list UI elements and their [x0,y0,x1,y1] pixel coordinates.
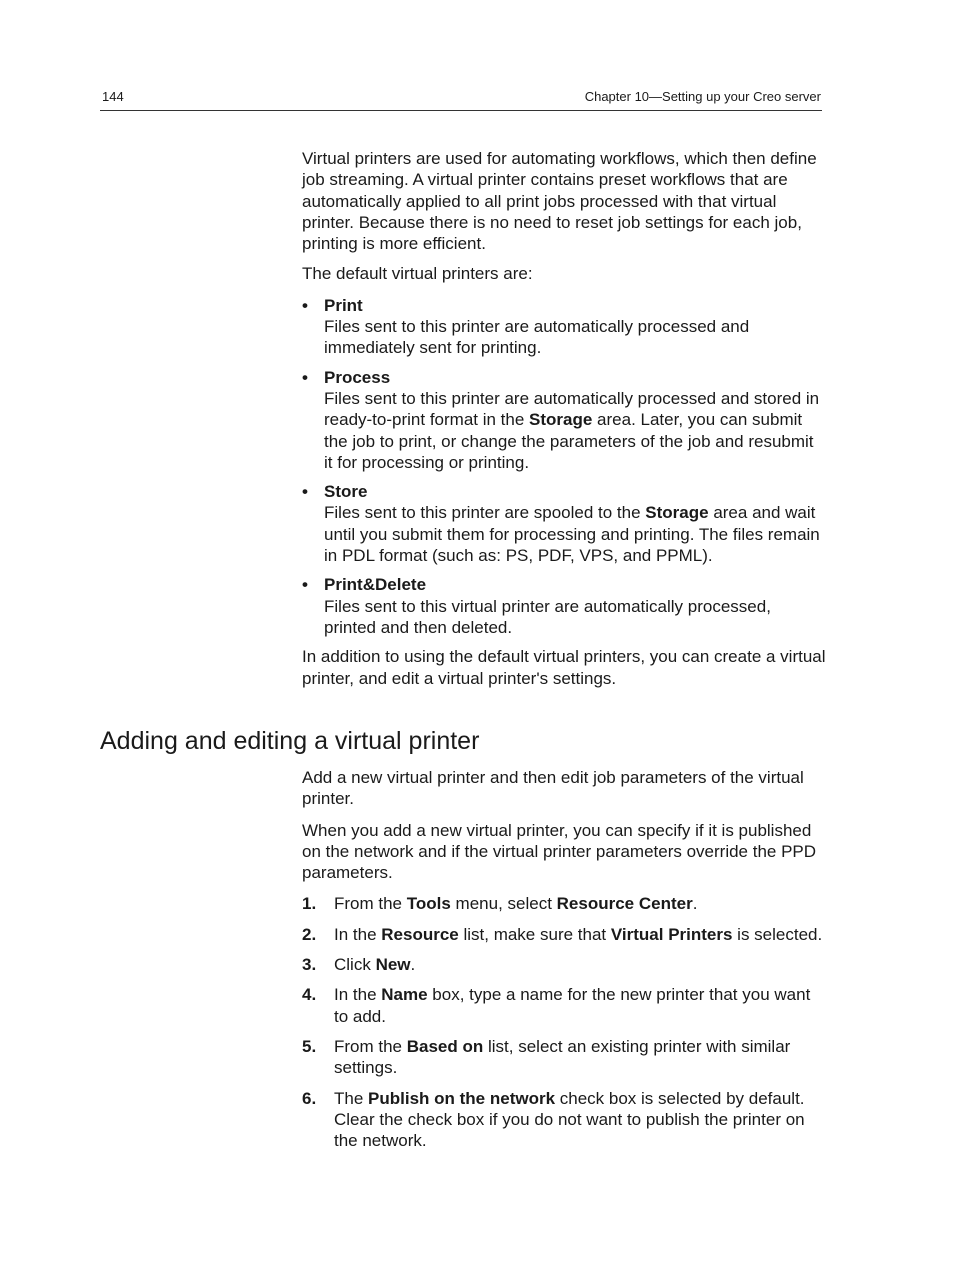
printer-description: Files sent to this printer are automatically processed and stored in ready-to-print format in the Storage area. Later, you can submit the job to print, or change the parameters of the job and resubmit it for processing or printing. [324,388,820,472]
printer-description: Files sent to this printer are spooled to the Storage area and wait until you submit them for processing and printing. The files remain in PDL format (such as: PS, PDF, VPS, and PPML). [324,503,820,566]
step-number: 6. [302,1088,317,1108]
step-5: 5. From the Based on list, select an existing printer with similar settings. [302,1036,791,1078]
list-item-store [302,481,826,566]
step-number: 2. [302,924,317,944]
step-6: 6. The Publish on the network check box is selected by default. Clear the check box if you do not want to publish the printer on the network. [302,1088,805,1151]
step-number: 3. [302,955,317,975]
default-printers-list [302,295,826,638]
step-1: 1. From the Tools menu, select Resource Center. [302,894,698,914]
printer-name: Process [324,367,391,387]
step-4: 4. In the Name box, type a name for the new printer that you want to add. [302,985,811,1026]
page-number: 144 [102,89,124,104]
chapter-title: Chapter 10—Setting up your Creo server [584,89,821,104]
bullet: • [302,295,308,315]
page-header [100,88,822,111]
section-heading: Adding and editing a virtual printer [100,727,480,755]
list-item-process [302,367,826,473]
bullet: • [302,482,308,502]
step-2: 2. In the Resource list, make sure that Virtual Printers is selected. [302,924,823,944]
section-paragraph-2: When you add a new virtual printer, you can specify if it is published on the network and if the virtual printer parameters override the PPD parameters. [302,820,817,883]
step-number: 1. [302,894,317,914]
printer-description: Files sent to this virtual printer are automatically processed, printed and then deleted. [324,596,771,637]
intro-paragraph: Virtual printers are used for automating workflows, which then define job streaming. A virtual printer contains preset workflows that are automatically applied to all print jobs processed with that virtual printer. Because there is no need to reset job settings for each job, printing is more efficient. [302,149,817,254]
section-paragraph-1: Add a new virtual printer and then edit job parameters of the virtual printer. [302,768,804,809]
steps-list [302,893,826,1151]
addition-paragraph: In addition to using the default virtual printers, you can create a virtual printer, and edit a virtual printer's settings. [302,647,826,688]
list-item-print [302,295,826,359]
printer-description: Files sent to this printer are automatically processed and immediately sent for printing. [324,317,750,358]
printer-name: Store [324,482,368,502]
intro-section [302,148,826,689]
printer-name: Print [324,295,363,315]
adding-section [302,767,826,1160]
default-printers-label: The default virtual printers are: [302,264,533,284]
step-number: 5. [302,1036,317,1056]
step-number: 4. [302,985,317,1005]
step-3: 3. Click New. [302,955,416,975]
list-item-print-delete [302,574,826,638]
bullet: • [302,575,308,595]
bullet: • [302,367,308,387]
printer-name: Print&Delete [324,575,427,595]
